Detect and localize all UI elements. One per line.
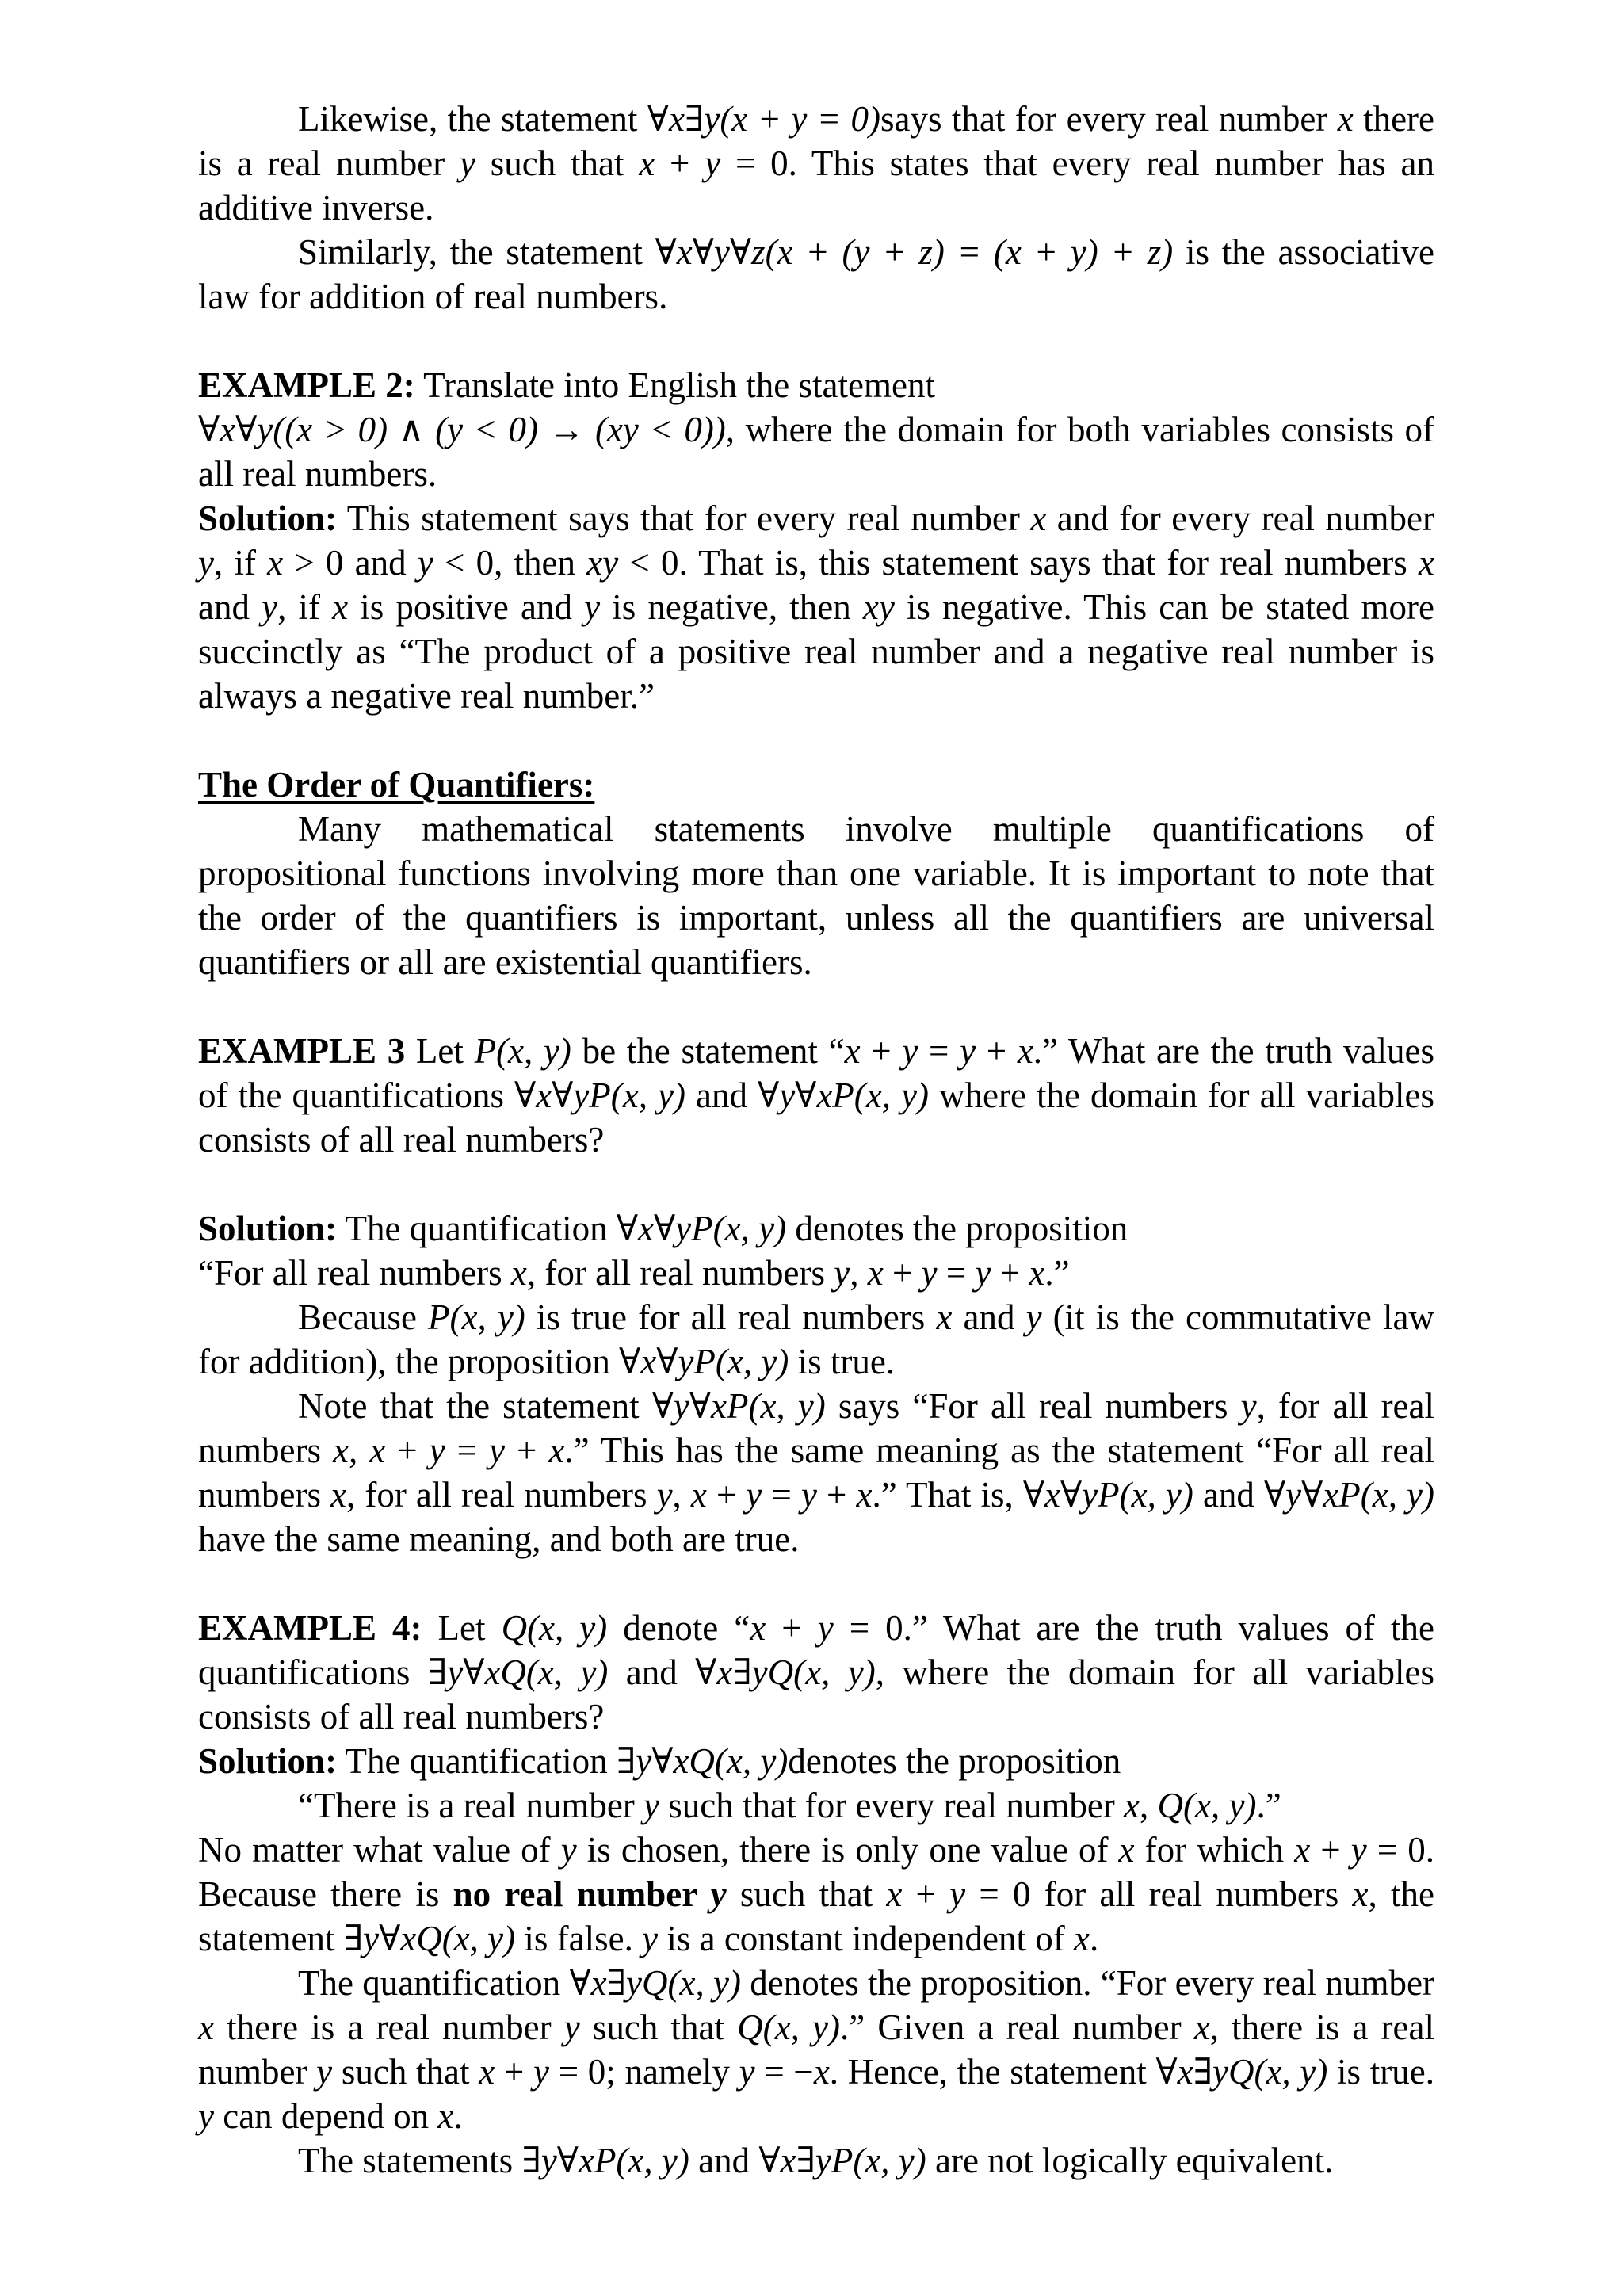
example-4-statement: EXAMPLE 4: Let Q(x, y) denote “x + y = 0.” What are the truth values of the quantifications ∃y∀xQ(x, y) and ∀x∃yQ(x, y), where the domain for all variables consists of all real numbers? xyxy=(198,1608,1435,1736)
solution-label: Solution: xyxy=(198,1209,338,1248)
paragraph-no-real-number: No matter what value of y is chosen, there is only one value of x for which x + y = 0. Because there is no real number y such that x + y = 0 for all real numbers x, the statement ∃y∀xQ(x, y) is false. y is a constant independent of x. xyxy=(198,1830,1434,1958)
example-2-formula: ∀x∀y((x > 0) ∧ (y < 0) → (xy < 0)), xyxy=(198,410,735,449)
document-page xyxy=(198,97,1434,2183)
paragraph-not-equivalent: The statements ∃y∀xP(x, y) and ∀x∃yP(x, y) are not logically equivalent. xyxy=(298,2141,1334,2180)
solution-label: Solution: xyxy=(198,499,338,538)
example-4-proposition-quote: “There is a real number y such that for every real number x, Q(x, y).” xyxy=(298,1786,1281,1825)
paragraph-commutative-law: Because P(x, y) is true for all real numbers x and y (it is the commutative law for addition), the proposition ∀x∀yP(x, y) is true. xyxy=(198,1297,1434,1381)
paragraph-forall-exists: The quantification ∀x∃yQ(x, y) denotes the proposition. “For every real number x there is a real number y such that Q(x, y).” Given a real number x, there is a real number y such that x + y = 0; namely y = −x. Hence, the statement ∀x∃yQ(x, y) is true. y can depend on x. xyxy=(198,1963,1434,2136)
paragraph-additive-inverse: Likewise, the statement ∀x∃y(x + y = 0)says that for every real number x there is a real number y such that x + y = 0. This states that every real number has an additive inverse. xyxy=(198,99,1434,227)
example-3-label: EXAMPLE 3 xyxy=(198,1031,406,1071)
solution-label: Solution: xyxy=(198,1741,338,1781)
paragraph-order-of-quantifiers: Many mathematical statements involve multiple quantifications of propositional functions involving more than one variable. It is important to note that the order of the quantifiers is important, unless all the quantifiers are universal quantifiers or all are existential quantifiers. xyxy=(198,809,1434,982)
example-4-label: EXAMPLE 4: xyxy=(198,1608,422,1648)
example-2-solution: Solution: This statement says that for every real number x and for every real number y, if x > 0 and y < 0, then xy < 0. That is, this statement says that for real numbers x and y, if x is positive and y is negative, then xy is negative. This can be stated more succinctly as “The product of a positive real number and a negative real number is always a negative real number.” xyxy=(198,499,1434,716)
example-3-solution: Solution: The quantification ∀x∀yP(x, y) denotes the proposition “For all real numbers x, for all real numbers y, x + y = y + x.” xyxy=(198,1209,1128,1293)
paragraph-associative-law: Similarly, the statement ∀x∀y∀z(x + (y + z) = (x + y) + z) is the associative law for addition of real numbers. xyxy=(198,232,1435,316)
paragraph-same-meaning: Note that the statement ∀y∀xP(x, y) says “For all real numbers y, for all real numbers x, x + y = y + x.” This has the same meaning as the statement “For all real numbers x, for all real numbers y, x + y = y + x.” That is, ∀x∀yP(x, y) and ∀y∀xP(x, y) have the same meaning, and both are true. xyxy=(198,1386,1434,1559)
section-heading-order-of-quantifiers: The Order of Quantifiers: xyxy=(198,765,595,804)
example-2-label: EXAMPLE 2: xyxy=(198,365,415,405)
example-3-statement: EXAMPLE 3 Let P(x, y) be the statement “x + y = y + x.” What are the truth values of the quantifications ∀x∀yP(x, y) and ∀y∀xP(x, y) where the domain for all variables consists of all real numbers? xyxy=(198,1031,1435,1159)
example-2-statement: EXAMPLE 2: Translate into English the statement ∀x∀y((x > 0) ∧ (y < 0) → (xy < 0)), where the domain for both variables consists of all real numbers. xyxy=(198,365,1434,494)
example-4-solution: Solution: The quantification ∃y∀xQ(x, y)denotes the proposition xyxy=(198,1741,1121,1781)
